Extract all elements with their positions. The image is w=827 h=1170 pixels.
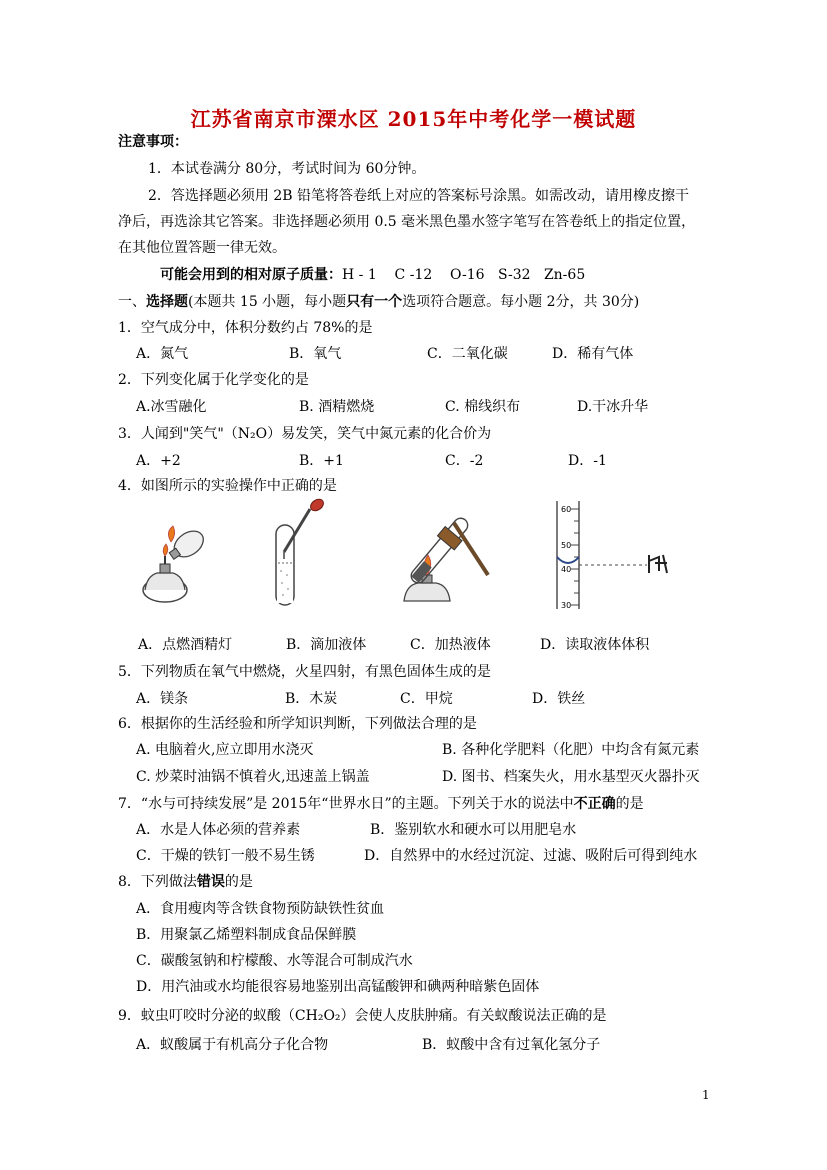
scale-label-40: 40	[561, 565, 572, 574]
notice-item-2-line-1: 2．答选择题必须用 2B 铅笔将答卷纸上对应的答案标号涂黑。如需改动，请用橡皮擦干	[148, 188, 690, 204]
notice-item-1: 1．本试卷满分 80分，考试时间为 60分钟。	[148, 161, 426, 177]
figure-reading-cylinder	[545, 497, 680, 615]
q2-option-a: A.冰雪融化	[136, 399, 207, 415]
q8-option-a: A．食用瘦肉等含铁食物预防缺铁性贫血	[136, 901, 385, 917]
q1-option-b: B．氧气	[289, 346, 342, 362]
q1-option-d: D．稀有气体	[552, 346, 634, 362]
section-name: 选择题	[146, 294, 188, 310]
scale-label-30: 30	[561, 601, 572, 610]
q8-option-c: C．碳酸氢钠和柠檬酸、水等混合可制成汽水	[136, 953, 413, 969]
q9-option-a: A．蚁酸属于有机高分子化合物	[136, 1037, 329, 1053]
q6-option-c: C. 炒菜时油锅不慎着火,迅速盖上锅盖	[136, 769, 370, 785]
q4-stem: 4．如图所示的实验操作中正确的是	[118, 478, 337, 494]
notice-item-2-line-2: 净后，再选涂其它答案。非选择题必须用 0.5 毫米黑色墨水签字笔写在答卷纸上的指定位置，	[118, 214, 696, 230]
atomic-mass-line	[160, 265, 585, 285]
q5-option-a: A．镁条	[136, 691, 189, 707]
section-desc-bold: 只有一个	[346, 294, 403, 310]
section-heading	[118, 292, 639, 312]
notice-item-2-line-3: 在其他位置答题一律无效。	[118, 240, 286, 256]
q7-stem	[118, 794, 644, 814]
q8-stem-b: 的是	[224, 874, 253, 890]
q8-stem-a: 8．下列做法	[118, 874, 197, 890]
q2-stem: 2．下列变化属于化学变化的是	[118, 372, 309, 388]
q4-option-b: B．滴加液体	[286, 637, 367, 653]
q3-option-b: B．+1	[299, 453, 344, 469]
q5-option-d: D．铁丝	[532, 691, 586, 707]
section-desc-b: 选项符合题意。每小题 2分，共 30分)	[402, 294, 640, 310]
scale-label-60: 60	[561, 505, 572, 514]
q3-option-a: A．+2	[136, 453, 181, 469]
page-title: 江苏省南京市溧水区 2015年中考化学一模试题	[190, 107, 637, 131]
q9-stem: 9．蚊虫叮咬时分泌的蚁酸（CH₂O₂）会使人皮肤肿痛。有关蚁酸说法正确的是	[118, 1008, 607, 1024]
q4-option-d: D．读取液体体积	[540, 637, 650, 653]
q5-option-c: C．甲烷	[400, 691, 453, 707]
q8-option-d: D．用汽油或水均能很容易地鉴别出高锰酸钾和碘两种暗紫色固体	[136, 979, 540, 995]
q5-stem: 5．下列物质在氧气中燃烧，火星四射，有黑色固体生成的是	[118, 664, 491, 680]
scale-label-50: 50	[561, 541, 572, 550]
page-number: 1	[702, 1088, 710, 1102]
q4-option-a: A．点燃酒精灯	[138, 637, 233, 653]
q6-option-d: D. 图书、档案失火，用水基型灭火器扑灭	[442, 769, 700, 785]
q6-stem: 6．根据你的生活经验和所学知识判断，下列做法合理的是	[118, 716, 477, 732]
q8-stem-bold: 错误	[196, 874, 225, 890]
figure-dropping-liquid	[270, 497, 340, 612]
q6-option-a: A. 电脑着火,应立即用水浇灭	[136, 742, 314, 758]
q3-stem: 3．人闻到"笑气"（N₂O）易发笑，笑气中氮元素的化合价为	[118, 426, 492, 442]
section-desc-a: (本题共 15 小题，每小题	[188, 294, 347, 310]
q4-option-c: C．加热液体	[410, 637, 491, 653]
q7-option-c: C．干燥的铁钉一般不易生锈	[136, 848, 315, 864]
q7-option-d: D．自然界中的水经过沉淀、过滤、吸附后可得到纯水	[364, 848, 698, 864]
q3-option-d: D．-1	[568, 453, 607, 469]
q1-stem: 1．空气成分中，体积分数约占 78%的是	[118, 320, 373, 336]
q5-option-b: B．木炭	[285, 691, 338, 707]
atomic-mass-values: H - 1 C -12 O-16 S-32 Zn-65	[342, 267, 586, 283]
q6-option-b: B. 各种化学肥料（化肥）中均含有氮元素	[442, 742, 700, 758]
q2-option-b: B. 酒精燃烧	[299, 399, 375, 415]
q7-option-a: A．水是人体必须的营养素	[136, 822, 301, 838]
q1-option-a: A．氮气	[136, 346, 189, 362]
q2-option-c: C. 棉线织布	[445, 399, 521, 415]
atomic-mass-label: 可能会用到的相对原子质量：	[160, 267, 342, 283]
q8-stem	[118, 872, 253, 892]
figure-heating-liquid	[392, 505, 502, 615]
section-prefix: 一、	[118, 294, 146, 310]
q9-option-b: B．蚁酸中含有过氧化氢分子	[422, 1037, 601, 1053]
q7-stem-b: 的是	[615, 796, 644, 812]
q3-option-c: C．-2	[445, 453, 484, 469]
q1-option-c: C．二氧化碳	[427, 346, 508, 362]
notice-heading: 注意事项：	[118, 134, 188, 150]
figure-alcohol-lamp-lighting	[135, 518, 215, 608]
q2-option-d: D.干冰升华	[577, 399, 649, 415]
q7-stem-bold: 不正确	[573, 796, 616, 812]
q8-option-b: B．用聚氯乙烯塑料制成食品保鲜膜	[136, 927, 357, 943]
q7-option-b: B．鉴别软水和硬水可以用肥皂水	[370, 822, 577, 838]
q7-stem-a: 7．“水与可持续发展”是 2015年“世界水日”的主题。下列关于水的说法中	[118, 796, 574, 812]
